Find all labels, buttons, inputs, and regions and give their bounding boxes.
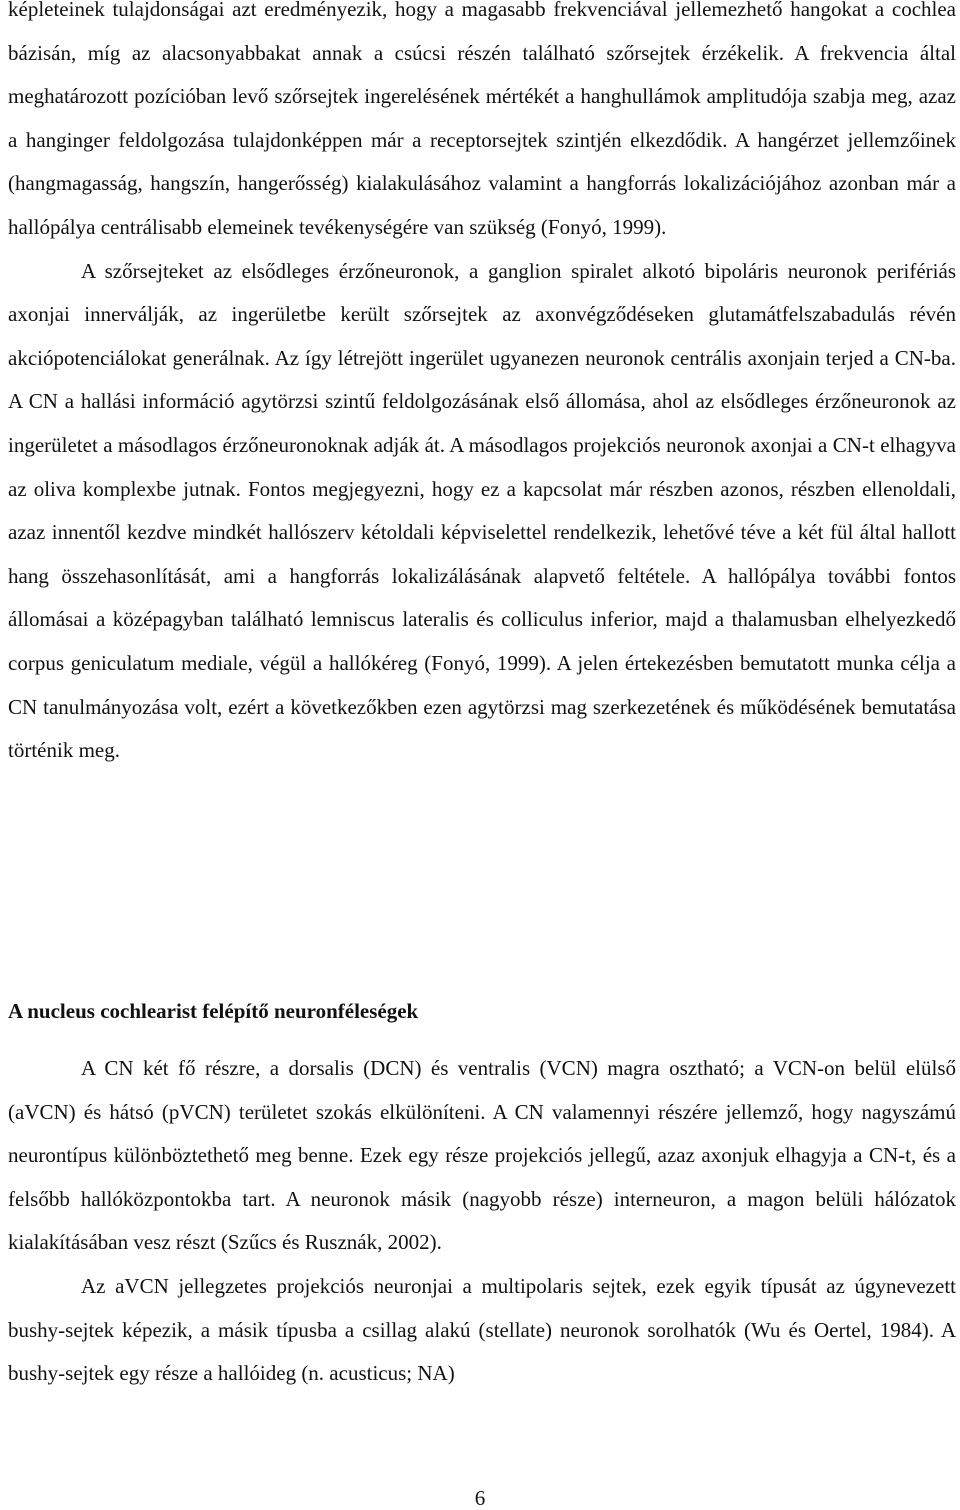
section-body bbox=[8, 1047, 956, 1396]
page-number: 6 bbox=[474, 1486, 486, 1510]
paragraph-1: képleteinek tulajdonságai azt eredményezik, hogy a magasabb frekvenciával jellemezhető hangokat a cochlea bázisán, míg az alacsonyabbakat annak a csúcsi részén található szőrsejtek érzékelik. A frekvencia által meghatározott pozícióban levő szőrsejtek ingerelésének mértékét a hanghullámok amplitudója szabja meg, azaz a hanginger feldolgozása tulajdonképpen már a receptorsejtek szintjén elkezdődik. A hangérzet jellemzőinek (hangmagasság, hangszín, hangerősség) kialakulásához valamint a hangforrás lokalizációjához azonban már a hallópálya centrálisabb elemeinek tevékenységére van szükség (Fonyó, 1999). bbox=[8, 0, 956, 239]
paragraph-3: A CN két fő részre, a dorsalis (DCN) és ventralis (VCN) magra osztható; a VCN-on belül elülső (aVCN) és hátsó (pVCN) területet szokás elkülöníteni. A CN valamennyi részére jellemző, hogy nagyszámú neurontípus különböztethető meg benne. Ezek egy része projekciós jellegű, azaz axonjuk elhagyja a CN-t, és a felsőbb hallóközpontokba tart. A neuronok másik (nagyobb része) interneuron, a magon belüli hálózatok kialakításában vesz részt (Szűcs és Rusznák, 2002). bbox=[8, 1056, 956, 1255]
paragraph-4: Az aVCN jellegzetes projekciós neuronjai a multipolaris sejtek, ezek egyik típusát az úgynevezett bushy-sejtek képezik, a másik típusba a csillag alakú (stellate) neuronok sorolhatók (Wu és Oertel, 1984). A bushy-sejtek egy része a hallóideg (n. acusticus; NA) bbox=[8, 1273, 956, 1386]
section-heading: A nucleus cochlearist felépítő neuronféleségek bbox=[8, 999, 419, 1023]
document-page bbox=[8, 0, 956, 1386]
paragraph-2: A szőrsejteket az elsődleges érzőneuronok, a ganglion spiralet alkotó bipoláris neuronok perifériás axonjai innerválják, az ingerületbe került szőrsejtek az axonvégződéseken glutamátfelszabadulás révén akciópotenciálokat generálnak. Az így létrejött ingerület ugyanezen neuronok centrális axonjain terjed a CN-ba. A CN a hallási információ agytörzsi szintű feldolgozásának első állomása, ahol az elsődleges érzőneuronok az ingerületet a másodlagos érzőneuronoknak adják át. A másodlagos projekciós neuronok axonjai a CN-t elhagyva az oliva komplexbe jutnak. Fontos megjegyezni, hogy ez a kapcsolat már részben azonos, részben ellenoldali, azaz innentől kezdve mindkét hallószerv kétoldali képviselettel rendelkezik, lehetővé téve a két fül által hallott hang összehasonlítását, ami a hangforrás lokalizálásának alapvető feltétele. A hallópálya további fontos állomásai a középagyban található lemniscus lateralis és colliculus inferior, majd a thalamusban elhelyezkedő corpus geniculatum mediale, végül a hallókéreg (Fonyó, 1999). A jelen értekezésben bemutatott munka célja a CN tanulmányozása volt, ezért a következőkben ezen agytörzsi mag szerkezetének és működésének bemutatása történik meg. bbox=[8, 258, 956, 763]
